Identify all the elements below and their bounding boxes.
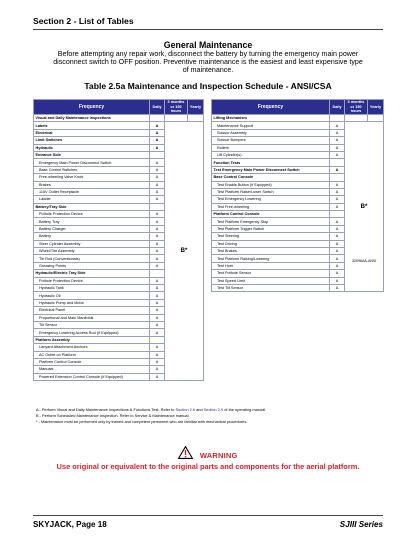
col-yearly: Yearly xyxy=(368,100,384,115)
row-daily xyxy=(330,174,345,181)
row-daily: A xyxy=(150,358,165,365)
row-daily: A xyxy=(150,181,165,188)
row-label: Entrance Side xyxy=(34,151,150,158)
row-daily: A xyxy=(330,151,345,158)
row-label: Test Speed Limit xyxy=(212,277,330,284)
table-row xyxy=(212,115,384,122)
row-label: Hydraulic Pump and Motor xyxy=(34,299,150,306)
row-label: Battery xyxy=(34,233,150,240)
row-daily: A xyxy=(150,292,165,299)
table-row xyxy=(34,122,204,129)
row-label: Battery Charger xyxy=(34,225,150,232)
row-daily xyxy=(150,336,165,343)
row-label: Test Platform Trigger Switch xyxy=(212,225,330,232)
table-title: Table 2.5a Maintenance and Inspection Schedule - ANSI/CSA xyxy=(84,81,332,91)
col-yearly: Yearly xyxy=(188,100,204,115)
row-daily: A xyxy=(150,240,165,247)
row-label: Tilt Sensor xyxy=(34,321,150,328)
row-daily: A xyxy=(330,233,345,240)
row-label: Test Pothole Sensor xyxy=(212,270,330,277)
row-daily: A xyxy=(330,218,345,225)
row-label: Scissor Assembly xyxy=(212,129,330,136)
row-daily: A xyxy=(330,122,345,129)
row-label: Test Enable Button (If Equipped) xyxy=(212,181,330,188)
col-frequency: Frequency xyxy=(34,100,150,115)
row-daily xyxy=(150,203,165,210)
row-daily: A xyxy=(330,270,345,277)
row-label: Visual and Daily Maintenance Inspections xyxy=(34,115,150,122)
row-label: Scissor Bumpers xyxy=(212,137,330,144)
row-daily xyxy=(150,270,165,277)
row-daily: A xyxy=(330,166,345,173)
row-label: Maintenance Support xyxy=(212,122,330,129)
row-daily: A xyxy=(330,144,345,151)
header-rule xyxy=(33,29,383,30)
row-label: Function Tests xyxy=(212,159,330,166)
row-daily: A xyxy=(150,255,165,262)
row-daily: A xyxy=(150,299,165,306)
row-yearly xyxy=(188,115,204,122)
row-label: Test Brakes xyxy=(212,248,330,255)
row-label: Battery Tray xyxy=(34,218,150,225)
merged-b-star-cell: B* xyxy=(165,122,204,381)
row-daily: A xyxy=(150,211,165,218)
row-daily: A xyxy=(150,159,165,166)
row-daily: A xyxy=(330,240,345,247)
col-3-months: 3 months or 150 hours xyxy=(345,100,368,115)
row-daily: A xyxy=(330,248,345,255)
row-label: Test Steering xyxy=(212,233,330,240)
row-daily: A xyxy=(150,284,165,291)
row-label: Hydraulic/Electric Tray Side xyxy=(34,270,150,277)
row-daily xyxy=(330,159,345,166)
row-label: Test Platform Emergency Stop xyxy=(212,218,330,225)
row-label: Platform Assembly xyxy=(34,336,150,343)
row-3-months xyxy=(345,115,368,122)
row-label: 110V Outlet Receptacle xyxy=(34,188,150,195)
footer-rule xyxy=(33,515,383,516)
row-label: Greasing Points xyxy=(34,262,150,269)
general-maintenance-title: General Maintenance xyxy=(163,40,253,50)
row-label: Free-wheeling Valve Knob xyxy=(34,174,150,181)
row-label: Test Platform Raising/Lowering xyxy=(212,255,330,262)
intro-paragraph: Before attempting any repair work, disconnect the battery by turning the emergency main power disconnect switch to OFF position. Preventive maintenance is the easiest and least expensive type of maintenance. xyxy=(53,50,363,75)
row-daily: A xyxy=(150,196,165,203)
row-daily: A xyxy=(150,218,165,225)
row-label: Limit Switches xyxy=(34,137,150,144)
row-daily: A xyxy=(150,329,165,336)
row-label: Hydraulic xyxy=(34,144,150,151)
row-daily: A xyxy=(330,277,345,284)
row-label: Base Control Switches xyxy=(34,166,150,173)
row-daily: A xyxy=(150,366,165,373)
row-daily: A xyxy=(150,373,165,380)
row-label: Pothole Protection Device xyxy=(34,277,150,284)
row-label: Emergency Lowering Access Rod (If Equipped) xyxy=(34,329,150,336)
row-daily: A xyxy=(330,203,345,210)
row-daily: A xyxy=(150,351,165,358)
row-daily: A xyxy=(150,248,165,255)
schedule-table-right xyxy=(211,99,384,292)
section-2-9-link[interactable]: Section 2.9 xyxy=(203,407,224,412)
row-daily: A xyxy=(330,188,345,195)
row-daily xyxy=(330,211,345,218)
row-label: Test Tilt Sensor xyxy=(212,284,330,291)
warning-text: Use original or equivalent to the original parts and components for the aerial platform. xyxy=(56,462,360,471)
row-label: Steer Cylinder Assembly xyxy=(34,240,150,247)
row-daily: A xyxy=(330,137,345,144)
row-daily: A xyxy=(330,262,345,269)
row-label: Proportional and Main Manifolds xyxy=(34,314,150,321)
row-label: Brakes xyxy=(34,181,150,188)
row-label: Lanyard Attachment Anchors xyxy=(34,344,150,351)
table-row xyxy=(34,115,204,122)
col-daily: Daily xyxy=(150,100,165,115)
row-label: Test Platform Raise/Lower Switch xyxy=(212,188,330,195)
row-daily: A xyxy=(150,137,165,144)
row-label: Test Horn xyxy=(212,262,330,269)
row-label: Tie Rod (Conventionals) xyxy=(34,255,150,262)
row-daily xyxy=(330,115,345,122)
table-notes xyxy=(36,407,381,426)
row-daily: A xyxy=(150,144,165,151)
col-frequency: Frequency xyxy=(212,100,330,115)
row-daily: A xyxy=(150,225,165,232)
row-daily: A xyxy=(150,166,165,173)
row-yearly xyxy=(368,115,384,122)
section-title: Section 2 - List of Tables xyxy=(33,16,134,26)
col-daily: Daily xyxy=(330,100,345,115)
row-label: Emergency Main Power Disconnect Switch xyxy=(34,159,150,166)
row-daily: A xyxy=(330,225,345,232)
row-label: Powered Extension Control Console (If Equipped) xyxy=(34,373,150,380)
row-daily xyxy=(150,151,165,158)
section-2-6-link[interactable]: Section 2.6 xyxy=(175,407,196,412)
row-label: Platform Control Console xyxy=(34,358,150,365)
row-label: Platform Control Console xyxy=(212,211,330,218)
row-label: Manuals xyxy=(34,366,150,373)
row-label: Lift Cylinder(s) xyxy=(212,151,330,158)
table-reference-code: 32096AA-ANSI xyxy=(352,259,377,263)
col-3-months: 3 months or 150 hours xyxy=(165,100,188,115)
footer-series-label: SJIII Series xyxy=(339,520,383,529)
row-label: Lifting Mechanism xyxy=(212,115,330,122)
row-label: Test Emergency Lowering xyxy=(212,196,330,203)
row-daily: A xyxy=(150,307,165,314)
row-label: Hydraulic Tank xyxy=(34,284,150,291)
row-daily: A xyxy=(330,284,345,291)
note-star: * - Maintenance must be performed only by trained and competent personnel who are familiar with mechanical procedures. xyxy=(36,419,248,425)
row-label: Test Emergency Main Power Disconnect Switch xyxy=(212,166,330,173)
row-label: Pothole Protection Device xyxy=(34,211,150,218)
row-daily: A xyxy=(150,129,165,136)
row-label: Electrical xyxy=(34,129,150,136)
row-daily: A xyxy=(330,129,345,136)
row-daily: A xyxy=(330,181,345,188)
row-daily: A xyxy=(150,344,165,351)
row-daily: A xyxy=(150,321,165,328)
row-label: Labels xyxy=(34,122,150,129)
row-label: Test Free-wheeling xyxy=(212,203,330,210)
row-daily: A xyxy=(150,122,165,129)
footer-page-label: SKYJACK, Page 18 xyxy=(33,520,107,529)
row-label: Test Driving xyxy=(212,240,330,247)
note-b: B - Perform Scheduled Maintenance Inspection. Refer to Service & Maintenance manual. xyxy=(36,413,190,419)
row-label: Battery/Tray Side xyxy=(34,203,150,210)
row-daily: A xyxy=(330,255,345,262)
note-a: A - Perform Visual and Daily Maintenance Inspections & Functions Test. Refer to Section 2.6 and Section 2.9 of the operating manual. xyxy=(36,407,267,412)
row-daily: A xyxy=(150,277,165,284)
row-label: Electrical Panel xyxy=(34,307,150,314)
row-3-months xyxy=(165,115,188,122)
row-daily: A xyxy=(330,196,345,203)
row-daily: A xyxy=(150,262,165,269)
row-daily: A xyxy=(150,314,165,321)
schedule-table-left xyxy=(33,99,204,381)
row-label: Wheel/Tire Assembly xyxy=(34,248,150,255)
table-row xyxy=(212,122,384,129)
merged-b-star-cell: B* xyxy=(345,122,384,292)
row-daily: A xyxy=(150,233,165,240)
row-label: Hydraulic Oil xyxy=(34,292,150,299)
warning-label: WARNING xyxy=(199,450,238,460)
row-label: Rollers xyxy=(212,144,330,151)
row-daily: A xyxy=(150,188,165,195)
row-daily: A xyxy=(150,174,165,181)
row-daily xyxy=(150,115,165,122)
row-label: AC Outlet on Platform xyxy=(34,351,150,358)
row-label: Ladder xyxy=(34,196,150,203)
row-label: Base Control Console xyxy=(212,174,330,181)
